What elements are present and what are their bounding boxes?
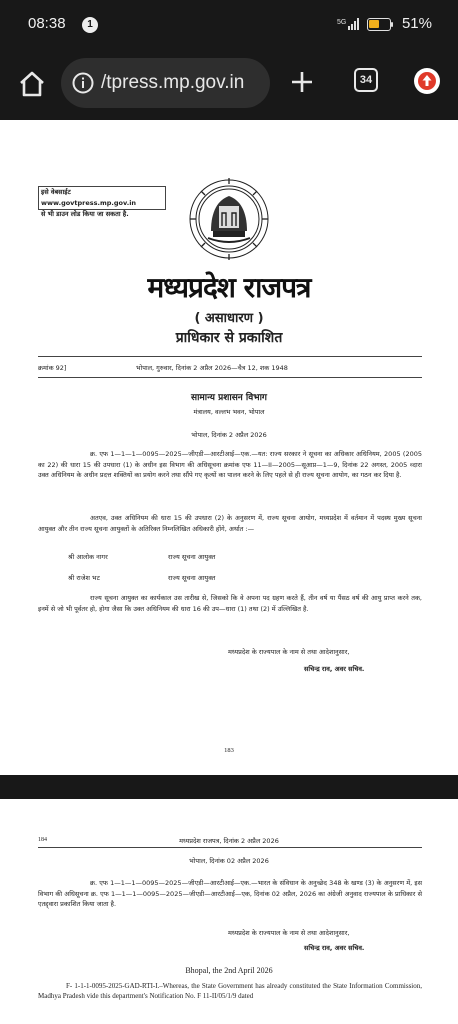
browser-toolbar bbox=[0, 50, 458, 120]
notification-paragraph-1: क्र. एफ 1—1—1—0095—2025—जीएडी—आरटीआई—एक.—यत: राज्य सरकार ने सूचना का अधिकार अधिनियम, 2005 (2005 का 22) की धारा 15 की उपधारा (1) के अधीन इस विभाग की अधिसूचना क्रमांक एफ 11—II—2005—सूआप्र—1—9, दिनांक 22 अगस्त, 2005 व्दारा उक्त अधिनियम के अधीन प्रदत्त शक्तियों का प्रयोग करने तथा सौंपे गए कृत्यों का पालन करने के लिए पहले से ही राज्य सूचना आयोग, का गठन कर दिया है. bbox=[38, 450, 422, 479]
running-head: मध्यप्रदेश राजपत्र, दिनांक 2 अप्रैल 2026 bbox=[179, 837, 279, 845]
website-notice-line: इसे वेबसाईट www.govtpress.mp.gov.in bbox=[41, 188, 137, 207]
translation-paragraph: क्र. एफ 1—1—1—0095—2025—जीएडी—आरटीआई—एक.—भारत के संविधान के अनुच्छेद 348 के खण्ड (3) के अनुसरण में, इस विभाग की अधिसूचना क्र. एफ 1—1—1—0095—2025—जीएडी—आरटीआई—एक, दिनांक 02 अप्रैल, 2026 का अंग्रेजी अनुवाद राज्यपाल के प्राधिकार से एतद्द्वारा प्रकाशित किया जाता है. bbox=[38, 879, 422, 908]
by-order-line: मध्यप्रदेश के राज्यपाल के नाम से तथा आदेशानुसार, bbox=[228, 648, 350, 656]
state-emblem-icon bbox=[188, 176, 270, 262]
order-date: भोपाल, दिनांक 02 अप्रैल 2026 bbox=[189, 857, 269, 865]
appointee-role: राज्य सूचना आयुक्त bbox=[168, 553, 216, 561]
page-number: 183 bbox=[224, 747, 234, 754]
english-paragraph: F- 1-1-1-0095-2025-GAD-RTI-I.–Whereas, the State Government has already constituted the State Information Commission, Madhya Pradesh vide this department's Notification No. F 11-II/05/1/9 dated bbox=[38, 982, 422, 1000]
running-head-rule bbox=[38, 847, 422, 848]
page-separator bbox=[0, 775, 458, 799]
pdf-page-1 bbox=[0, 120, 458, 775]
signatory: सचिन्द्र राव, अवर सचिव. bbox=[304, 944, 365, 952]
notification-paragraph-3: राज्य सूचना आयुक्त का कार्यकाल उस तारीख से, जिसको कि वे अपना पद ग्रहण करते हैं, तीन वर्ष या पैंसठ वर्ष की आयु प्राप्त करने तक, इनमें से जो भी पूर्वतर हो, होगा जैसा कि उक्त अधिनियम की धारा 16 की उप—धारा (1) तथा (2) में उल्लिखित है. bbox=[38, 594, 422, 613]
header-rule-top bbox=[38, 356, 422, 357]
clock: 08:38 bbox=[28, 15, 66, 32]
status-bar bbox=[0, 0, 458, 50]
appointee-role: राज्य सूचना आयुक्त bbox=[168, 574, 216, 582]
by-order-line: मध्यप्रदेश के राज्यपाल के नाम से तथा आदेशानुसार, bbox=[228, 929, 350, 937]
issue-dateline: भोपाल, गुरुवार, दिनांक 2 अप्रैल 2026—चैत्र 12, शक 1948 bbox=[136, 364, 288, 372]
battery-icon bbox=[367, 18, 391, 31]
gazette-masthead: मध्यप्रदेश राजपत्र bbox=[147, 271, 311, 304]
page-number: 184 bbox=[38, 837, 47, 843]
update-icon[interactable] bbox=[414, 68, 440, 94]
header-rule-bottom bbox=[38, 377, 422, 378]
english-date: Bhopal, the 2nd April 2026 bbox=[185, 966, 273, 975]
update-arrow-icon bbox=[414, 68, 440, 94]
department-heading: सामान्य प्रशासन विभाग bbox=[191, 393, 267, 403]
extraordinary-label: ( असाधारण ) bbox=[194, 311, 264, 326]
home-icon[interactable] bbox=[16, 68, 48, 100]
plus-icon[interactable] bbox=[289, 69, 315, 95]
battery-tip bbox=[391, 22, 393, 27]
signal-icon bbox=[337, 17, 361, 31]
notification-badge: 1 bbox=[82, 17, 98, 33]
pdf-page-2 bbox=[0, 799, 458, 1024]
appointee-name: श्री आलोक नागर bbox=[68, 553, 108, 561]
published-by-authority: प्राधिकार से प्रकाशित bbox=[175, 330, 283, 346]
network-label: 5G bbox=[337, 19, 347, 26]
website-notice bbox=[38, 186, 166, 218]
address-bar[interactable] bbox=[61, 58, 270, 108]
website-notice-line: से भी डाउन लोड किया जा सकता है. bbox=[41, 210, 129, 218]
tabs-icon[interactable]: 34 bbox=[354, 68, 378, 92]
order-date: भोपाल, दिनांक 2 अप्रैल 2026 bbox=[191, 431, 267, 439]
appointee-name: श्री राजेश भट bbox=[68, 574, 100, 582]
battery-percent: 51% bbox=[401, 15, 432, 32]
url-text[interactable]: /tpress.mp.gov.in bbox=[101, 72, 245, 93]
office-address: मंत्रालय, वल्लभ भवन, भोपाल bbox=[193, 408, 265, 416]
info-icon[interactable] bbox=[71, 71, 95, 95]
battery-fill bbox=[369, 20, 379, 28]
issue-number: क्रमांक 92] bbox=[38, 364, 67, 372]
signatory: सचिन्द्र राव, अवर सचिव. bbox=[304, 665, 365, 673]
notification-paragraph-2: अतएव, उक्त अधिनियम की धारा 15 की उपधारा (2) के अनुसरण में, राज्य सूचना आयोग, मध्यप्रदेश में वर्तमान में पदस्थ मुख्य सूचना आयुक्त और तीन राज्य सूचना आयुक्तों के अतिरिक्त निम्नलिखित अधिकारी होंगे, अर्थात :— bbox=[38, 514, 422, 533]
